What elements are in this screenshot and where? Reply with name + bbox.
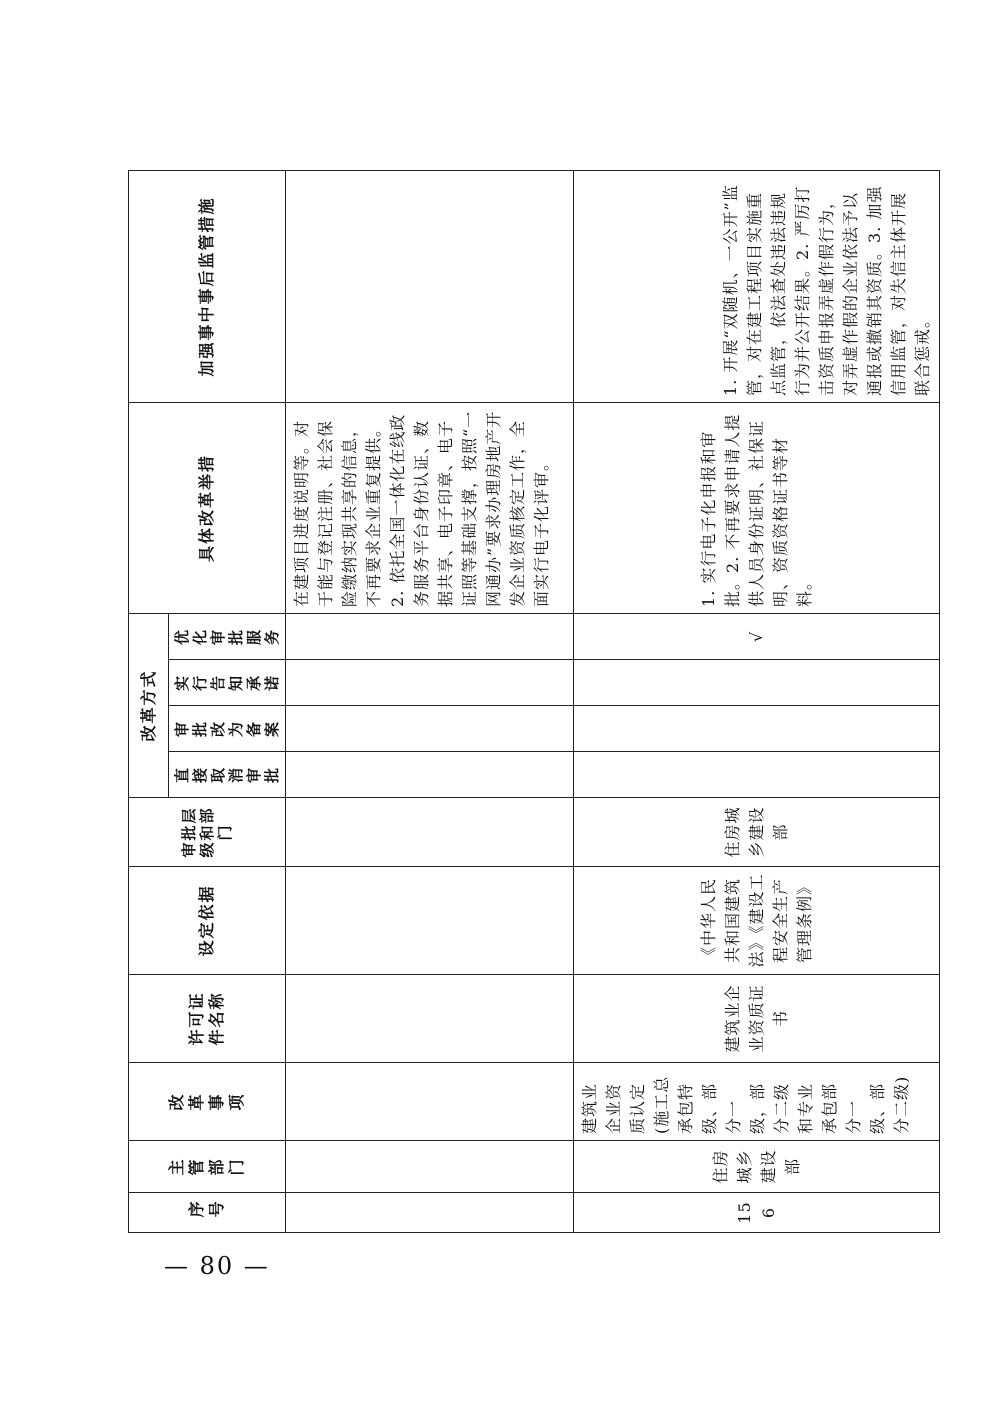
header-reform-mode: 改革方式 xyxy=(129,613,169,797)
cell-item xyxy=(286,1063,574,1141)
header-mode-record: 审批改为备案 xyxy=(169,706,286,752)
header-license: 许可证件名称 xyxy=(129,975,286,1063)
header-item: 改革事项 xyxy=(129,1063,286,1141)
table-header-row xyxy=(129,170,169,1232)
page-number: — 80 — xyxy=(164,1252,270,1280)
header-level: 审批层级和部门 xyxy=(129,798,286,867)
cell-seq: 156 xyxy=(574,1193,940,1233)
cell-dept xyxy=(286,1141,574,1193)
cell-mode-cancel xyxy=(574,752,940,798)
table-row-continuation xyxy=(286,170,574,1232)
cell-seq xyxy=(286,1193,574,1233)
cell-license: 建筑业企业资质证书 xyxy=(574,975,940,1063)
cell-item: 建筑业企业资质认定(施工总承包特级、部分一级，部分二级和专业承包部分一级、部分二级) xyxy=(574,1063,940,1141)
cell-measures: 1. 实行电子化申报和审批。2. 不再要求申请人提供人员身份证明、社保证明、资质资格证书等材料。 xyxy=(574,402,940,613)
cell-basis xyxy=(286,867,574,975)
cell-mode-notify xyxy=(286,660,574,706)
table-row-156 xyxy=(574,170,940,1232)
cell-measures: 在建项目进度说明等。对于能与登记注册、社会保险缴纳实现共享的信息，不再要求企业重复提供。2. 依托全国一体化在线政务服务平台身份认证、数据共享、电子印章、电子证照等基础支撑，按照“一网通办”要求办理房地产开发企业资质核定工作，全面实行电子化评审。 xyxy=(286,402,574,613)
cell-mode-notify xyxy=(574,660,940,706)
cell-level xyxy=(286,798,574,867)
cell-supervision: 1. 开展“双随机、一公开”监管，对在建工程项目实施重点监管，依法查处违法违规行为并公开结果。2. 严厉打击资质申报弄虚作假行为，对弄虚作假的企业依法予以通报或撤销其资质。3. 加强信用监管，对失信主体开展联合惩戒。 xyxy=(574,170,940,402)
cell-dept: 住房城乡建设部 xyxy=(574,1141,940,1193)
cell-supervision xyxy=(286,170,574,402)
cell-basis: 《中华人民共和国建筑法》《建设工程安全生产管理条例》 xyxy=(574,867,940,975)
header-mode-optimize: 优化审批服务 xyxy=(169,613,286,659)
cell-mode-record xyxy=(574,706,940,752)
header-mode-notify: 实行告知承诺 xyxy=(169,660,286,706)
cell-mode-record xyxy=(286,706,574,752)
header-mode-cancel: 直接取消审批 xyxy=(169,752,286,798)
header-supervision: 加强事中事后监管措施 xyxy=(129,170,286,402)
header-measures: 具体改革举措 xyxy=(129,402,286,613)
reform-table xyxy=(128,170,940,1233)
cell-license xyxy=(286,975,574,1063)
cell-level: 住房城乡建设部 xyxy=(574,798,940,867)
header-dept: 主管部门 xyxy=(129,1141,286,1193)
cell-mode-cancel xyxy=(286,752,574,798)
header-seq: 序号 xyxy=(129,1193,286,1233)
header-basis: 设定依据 xyxy=(129,867,286,975)
cell-mode-optimize xyxy=(286,613,574,659)
cell-mode-optimize: √ xyxy=(574,613,940,659)
